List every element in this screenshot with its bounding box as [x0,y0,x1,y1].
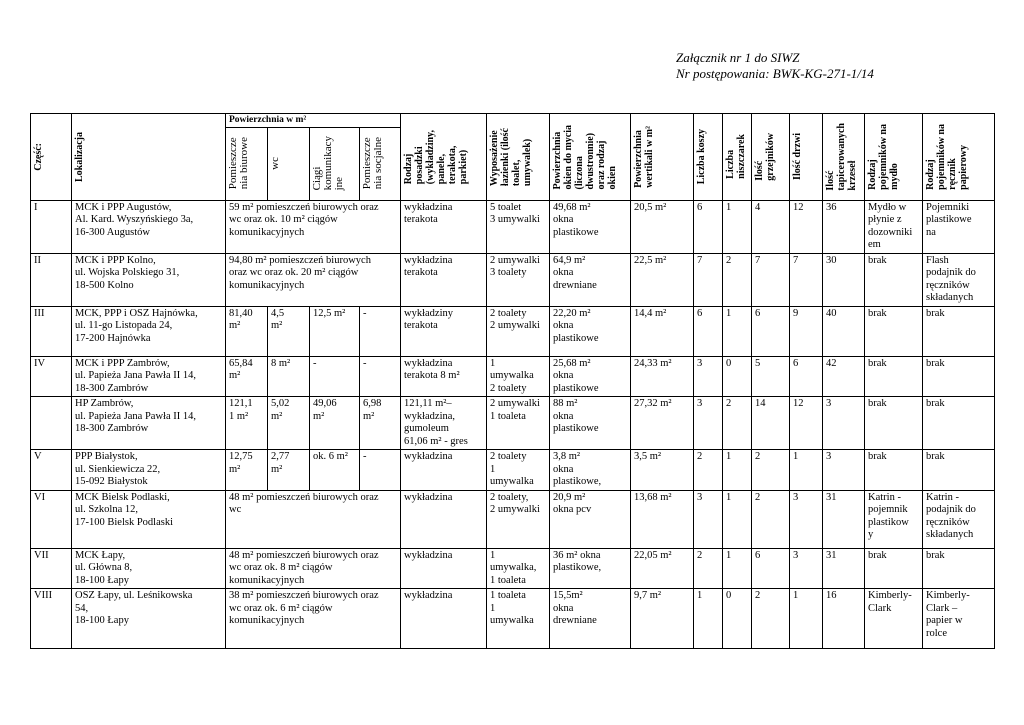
cell-niszczarki: 1 [723,450,752,491]
col-posadzka: Rodzaj posadzki (wykładziny, panele, terakota, parkiet) [401,114,487,201]
cell-wertikale: 22,05 m² [631,548,694,589]
col-niszczarki: Liczba niszczarek [723,114,752,201]
cell-pom-biurowe: 81,40 m² [226,306,268,356]
cell-recznik: brak [923,306,995,356]
col-mydlo: Rodzaj pojemników na mydło [865,114,923,201]
cell-okna: 49,68 m² okna plastikowe [550,200,631,253]
cell-recznik: brak [923,450,995,491]
cell-wertikale: 22,5 m² [631,253,694,306]
table-row [31,253,995,306]
cell-wyposazenie: 2 umywalki 1 toaleta [487,397,550,450]
cell-pom-biurowe: 121,1 1 m² [226,397,268,450]
col-kosze: Liczba koszy [694,114,723,201]
cell-lokalizacja: MCK i PPP Zambrów, ul. Papieża Jana Pawła II 14, 18-300 Zambrów [72,356,226,397]
cell-recznik: brak [923,397,995,450]
cell-kosze: 3 [694,397,723,450]
cell-drzwi: 1 [790,589,823,649]
cell-czesc: III [31,306,72,356]
cell-pom-biurowe: 65,84 m² [226,356,268,397]
cell-wyposazenie: 2 umywalki 3 toalety [487,253,550,306]
col-wertikale: Powierzchnia wertikali w m² [631,114,694,201]
cell-powierzchnia: 48 m² pomieszczeń biurowych oraz wc oraz ok. 8 m² ciągów komunikacyjnych [226,548,401,589]
cell-wc: 4,5 m² [268,306,310,356]
cell-grzejniki: 2 [752,450,790,491]
cell-recznik: brak [923,356,995,397]
cell-kosze: 3 [694,490,723,548]
cell-mydlo: Katrin - pojemnik plastikow y [865,490,923,548]
cell-wertikale: 9,7 m² [631,589,694,649]
col-wc: wc [268,127,310,200]
cell-mydlo: Mydło w płynie z dozowniki em [865,200,923,253]
cell-powierzchnia: 38 m² pomieszczeń biurowych oraz wc oraz ok. 6 m² ciągów komunikacyjnych [226,589,401,649]
cell-okna: 22,20 m² okna plastikowe [550,306,631,356]
col-drzwi: Ilość drzwi [790,114,823,201]
cell-lokalizacja: MCK, PPP i OSZ Hajnówka, ul. 11-go Listopada 24, 17-200 Hajnówka [72,306,226,356]
cell-krzesla: 16 [823,589,865,649]
cell-kosze: 2 [694,548,723,589]
col-pom-socjalne: Pomieszcze nia socjalne [360,127,401,200]
cell-grzejniki: 5 [752,356,790,397]
cell-wyposazenie: 2 toalety, 2 umywalki [487,490,550,548]
cell-niszczarki: 2 [723,253,752,306]
cell-posadzka: wykładzina [401,548,487,589]
cell-wertikale: 13,68 m² [631,490,694,548]
cell-czesc: VI [31,490,72,548]
cell-lokalizacja: MCK Łapy, ul. Główna 8, 18-100 Łapy [72,548,226,589]
procurement-number: Nr postępowania: BWK-KG-271-1/14 [676,66,874,81]
cell-posadzka: 121,11 m²– wykładzina, gumoleum 61,06 m² - gres [401,397,487,450]
cell-czesc: II [31,253,72,306]
cell-mydlo: brak [865,548,923,589]
cell-powierzchnia: 94,80 m² pomieszczeń biurowych oraz wc oraz ok. 20 m² ciągów komunikacyjnych [226,253,401,306]
cell-kosze: 3 [694,356,723,397]
col-lokalizacja: Lokalizacja [72,114,226,201]
cell-powierzchnia: 59 m² pomieszczeń biurowych oraz wc oraz ok. 10 m² ciągów komunikacyjnych [226,200,401,253]
cell-wertikale: 3,5 m² [631,450,694,491]
col-czesc: Część: [31,114,72,201]
cell-krzesla: 3 [823,397,865,450]
cell-mydlo: brak [865,450,923,491]
cell-niszczarki: 1 [723,490,752,548]
cell-drzwi: 7 [790,253,823,306]
cell-okna: 36 m² okna plastikowe, [550,548,631,589]
cell-krzesla: 42 [823,356,865,397]
table-body [31,200,995,649]
col-okna: Powierzchnia okien do mycia (liczona dwustronnie) oraz rodzaj okien [550,114,631,201]
cell-okna: 15,5m² okna drewniane [550,589,631,649]
cell-recznik: Kimberly- Clark – papier w rolce [923,589,995,649]
cell-niszczarki: 1 [723,306,752,356]
cell-czesc: I [31,200,72,253]
col-pom-biurowe: Pomieszcze nia biurowe [226,127,268,200]
cell-drzwi: 3 [790,548,823,589]
cell-wyposazenie: 5 toalet 3 umywalki [487,200,550,253]
col-ciagi: Ciągi komunikacy jne [310,127,360,200]
cell-pom-socjalne: 6,98 m² [360,397,401,450]
cell-drzwi: 3 [790,490,823,548]
table-row [31,306,995,356]
cell-wertikale: 20,5 m² [631,200,694,253]
col-powierzchnia: Powierzchnia w m² [226,114,401,128]
col-grzejniki: Ilość grzejników [752,114,790,201]
cell-okna: 3,8 m² okna plastikowe, [550,450,631,491]
table-row [31,200,995,253]
cell-pom-socjalne: - [360,450,401,491]
cell-niszczarki: 1 [723,548,752,589]
cell-krzesla: 36 [823,200,865,253]
cell-czesc [31,397,72,450]
cell-recznik: Flash podajnik do ręczników składanych [923,253,995,306]
cell-lokalizacja: MCK Bielsk Podlaski, ul. Szkolna 12, 17-100 Bielsk Podlaski [72,490,226,548]
col-krzesla: Ilość tapicerowanych krzeseł [823,114,865,201]
cell-posadzka: wykładzina terakota 8 m² [401,356,487,397]
cell-posadzka: wykładzina [401,589,487,649]
cell-lokalizacja: HP Zambrów, ul. Papieża Jana Pawła II 14, 18-300 Zambrów [72,397,226,450]
cell-niszczarki: 2 [723,397,752,450]
cell-pom-socjalne: - [360,356,401,397]
cell-wyposazenie: 1 umywalka 2 toalety [487,356,550,397]
cell-grzejniki: 6 [752,548,790,589]
cell-kosze: 6 [694,200,723,253]
cell-mydlo: brak [865,397,923,450]
cell-recznik: Pojemniki plastikowe na [923,200,995,253]
cell-posadzka: wykładzina [401,490,487,548]
cell-wc: 8 m² [268,356,310,397]
cell-grzejniki: 2 [752,589,790,649]
cell-kosze: 2 [694,450,723,491]
cell-mydlo: brak [865,306,923,356]
table-row [31,589,995,649]
cell-wyposazenie: 1 umywalka, 1 toaleta [487,548,550,589]
cell-posadzka: wykładzina terakota [401,200,487,253]
cell-grzejniki: 2 [752,490,790,548]
cell-wyposazenie: 2 toalety 2 umywalki [487,306,550,356]
cell-lokalizacja: MCK i PPP Kolno, ul. Wojska Polskiego 31, 18-500 Kolno [72,253,226,306]
cell-pom-socjalne: - [360,306,401,356]
table-row [31,548,995,589]
cell-mydlo: brak [865,253,923,306]
cell-wyposazenie: 1 toaleta 1 umywalka [487,589,550,649]
specification-table [30,113,995,649]
cell-niszczarki: 1 [723,200,752,253]
cell-kosze: 1 [694,589,723,649]
cell-grzejniki: 4 [752,200,790,253]
cell-wc: 2,77 m² [268,450,310,491]
cell-krzesla: 3 [823,450,865,491]
cell-recznik: brak [923,548,995,589]
cell-wertikale: 14,4 m² [631,306,694,356]
cell-lokalizacja: MCK i PPP Augustów, Al. Kard. Wyszyńskiego 3a, 16-300 Augustów [72,200,226,253]
cell-czesc: V [31,450,72,491]
cell-okna: 20,9 m² okna pcv [550,490,631,548]
table-row [31,397,995,450]
cell-ciagi: 12,5 m² [310,306,360,356]
cell-czesc: VIII [31,589,72,649]
cell-okna: 88 m² okna plastikowe [550,397,631,450]
attachment-title: Załącznik nr 1 do SIWZ [676,50,800,65]
cell-grzejniki: 7 [752,253,790,306]
cell-krzesla: 30 [823,253,865,306]
cell-czesc: VII [31,548,72,589]
cell-ciagi: ok. 6 m² [310,450,360,491]
cell-drzwi: 9 [790,306,823,356]
header-row-1 [31,114,995,128]
cell-niszczarki: 0 [723,356,752,397]
cell-posadzka: wykładziny terakota [401,306,487,356]
cell-lokalizacja: PPP Białystok, ul. Sienkiewicza 22, 15-092 Białystok [72,450,226,491]
cell-kosze: 7 [694,253,723,306]
table-row [31,356,995,397]
table-row [31,490,995,548]
cell-okna: 25,68 m² okna plastikowe [550,356,631,397]
cell-krzesla: 40 [823,306,865,356]
cell-kosze: 6 [694,306,723,356]
cell-ciagi: 49,06 m² [310,397,360,450]
cell-mydlo: brak [865,356,923,397]
cell-lokalizacja: OSZ Łapy, ul. Leśnikowska 54, 18-100 Łapy [72,589,226,649]
cell-recznik: Katrin - podajnik do ręczników składanych [923,490,995,548]
cell-krzesla: 31 [823,490,865,548]
cell-grzejniki: 6 [752,306,790,356]
document-header [676,50,874,82]
cell-krzesla: 31 [823,548,865,589]
cell-drzwi: 1 [790,450,823,491]
cell-wyposazenie: 2 toalety 1 umywalka [487,450,550,491]
cell-powierzchnia: 48 m² pomieszczeń biurowych oraz wc [226,490,401,548]
cell-mydlo: Kimberly- Clark [865,589,923,649]
table-row [31,450,995,491]
cell-pom-biurowe: 12,75 m² [226,450,268,491]
col-wyposazenie: Wyposażenie łazienki (ilość toalet, umywalek) [487,114,550,201]
cell-niszczarki: 0 [723,589,752,649]
cell-drzwi: 12 [790,200,823,253]
cell-okna: 64,9 m² okna drewniane [550,253,631,306]
cell-wertikale: 27,32 m² [631,397,694,450]
cell-wc: 5,02 m² [268,397,310,450]
col-recznik: Rodzaj pojemników na ręcznik papierowy [923,114,995,201]
cell-drzwi: 12 [790,397,823,450]
cell-ciagi: - [310,356,360,397]
cell-grzejniki: 14 [752,397,790,450]
cell-drzwi: 6 [790,356,823,397]
cell-posadzka: wykładzina [401,450,487,491]
cell-wertikale: 24,33 m² [631,356,694,397]
cell-posadzka: wykładzina terakota [401,253,487,306]
cell-czesc: IV [31,356,72,397]
